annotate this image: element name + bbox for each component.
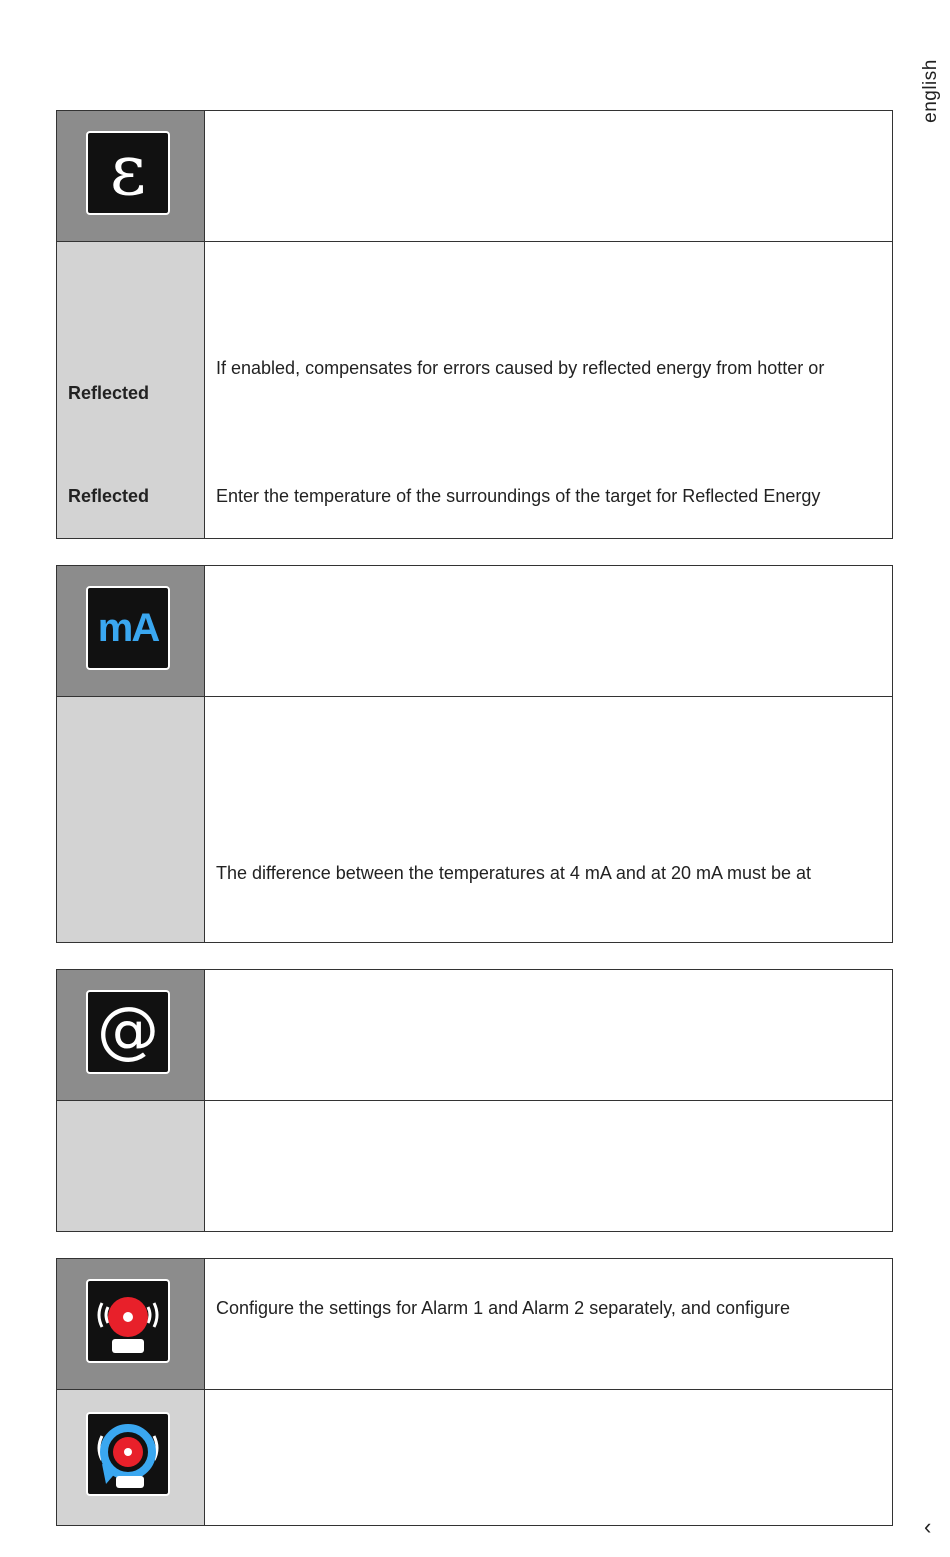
- communication-detail-row: [57, 1100, 892, 1231]
- emissivity-icon-cell: [57, 111, 205, 241]
- emissivity-section: [56, 110, 893, 539]
- communication-section: [56, 969, 893, 1232]
- analog-output-section: [56, 565, 893, 943]
- communication-text-cell: [205, 1101, 892, 1231]
- analog-range-note: The difference between the temperatures at 4 mA and at 20 mA must be at: [216, 863, 812, 883]
- emissivity-header-row: [57, 111, 892, 241]
- alarm-icon-cell: [57, 1259, 205, 1389]
- alarm-reset-icon: [86, 1412, 170, 1496]
- emissivity-description-cell: [205, 111, 892, 241]
- language-tab: [919, 56, 943, 126]
- previous-page-arrow[interactable]: ‹: [924, 1514, 932, 1539]
- at-sign-icon: @: [86, 990, 170, 1074]
- alarm-section: [56, 1258, 893, 1526]
- language-label: english: [920, 59, 941, 123]
- reflected-description: If enabled, compensates for errors caused by reflected energy from hotter or: [216, 358, 825, 378]
- analog-description-cell: [205, 566, 892, 696]
- analog-label-cell: [57, 697, 205, 942]
- communication-icon-cell: [57, 970, 205, 1100]
- analog-header-row: [57, 566, 892, 696]
- alarm-reset-row: [57, 1389, 892, 1525]
- communication-label-cell: [57, 1101, 205, 1231]
- reflected-label: Reflected: [68, 383, 150, 403]
- emissivity-label-cell: [57, 242, 205, 538]
- communication-description-cell: [205, 970, 892, 1100]
- alarm-header-row: [57, 1259, 892, 1389]
- epsilon-icon: ε: [86, 131, 170, 215]
- alarm-bell-icon: [86, 1279, 170, 1363]
- emissivity-detail-row: [57, 241, 892, 538]
- alarm-reset-icon-cell: [57, 1390, 205, 1525]
- milliamp-icon: mA: [86, 586, 170, 670]
- analog-detail-row: [57, 696, 892, 942]
- alarm-description: Configure the settings for Alarm 1 and Alarm 2 separately, and configure: [216, 1298, 790, 1318]
- communication-header-row: [57, 970, 892, 1100]
- analog-icon-cell: [57, 566, 205, 696]
- reflected-temp-description: Enter the temperature of the surroundings of the target for Reflected Energy: [216, 486, 821, 506]
- analog-text-cell: [205, 697, 892, 942]
- reflected-temp-label: Reflected: [68, 486, 150, 506]
- alarm-reset-text-cell: [205, 1390, 892, 1525]
- alarm-description-cell: [205, 1259, 892, 1389]
- emissivity-text-cell: [205, 242, 892, 538]
